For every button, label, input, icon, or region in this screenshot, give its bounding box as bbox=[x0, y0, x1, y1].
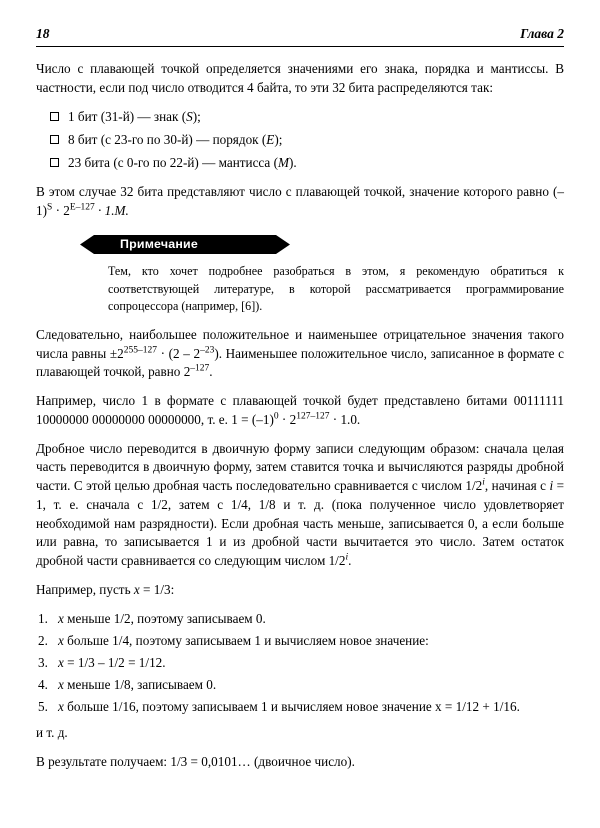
bullet-text-post: ); bbox=[274, 132, 283, 148]
note-text: Тем, кто хочет подробнее разобраться в этом, я рекомендую обратиться к соответствующей литературе, в которой рассматривается программирование сопроцессора (например, [6]). bbox=[108, 264, 564, 314]
square-bullet-icon bbox=[50, 112, 59, 121]
variable-i: i bbox=[549, 478, 554, 494]
page-header bbox=[36, 26, 564, 46]
text-run: . bbox=[348, 553, 352, 568]
text-run: · (2 – 2 bbox=[156, 345, 201, 361]
list-item bbox=[50, 130, 564, 150]
bullet-text-italic: S bbox=[186, 109, 193, 125]
exponent-127-127: 127–127 bbox=[296, 411, 330, 422]
exponent-i: i bbox=[482, 477, 485, 488]
list-item bbox=[58, 631, 564, 651]
square-bullet-icon bbox=[50, 135, 59, 144]
paragraph-fraction-method bbox=[36, 440, 564, 571]
list-item bbox=[58, 609, 564, 629]
variable-x: x bbox=[58, 698, 64, 714]
bullet-text-pre: 23 бита (с 0-го по 22-й) — мантисса ( bbox=[68, 155, 278, 171]
exponent-zero: 0 bbox=[273, 411, 279, 422]
text-run: Дробное число переводится в двоичную форму записи следующим образом: сначала целая часть переводится в двоичную форму, затем ставится точка и вычисляются разряды дробной части. С этой целью дробная часть последовательно сравнивается с числом 1/2 bbox=[36, 440, 564, 494]
list-item bbox=[58, 675, 564, 695]
exponent-e-127: E–127 bbox=[69, 202, 95, 213]
bullet-text-italic: E bbox=[266, 132, 275, 148]
paragraph-range bbox=[36, 326, 564, 382]
exponent-255-127: 255–127 bbox=[123, 345, 157, 356]
exponent-minus-23: –23 bbox=[200, 345, 215, 356]
exponent-minus-127: –127 bbox=[190, 364, 210, 374]
paragraph-float-formula bbox=[36, 183, 564, 220]
text-run: = 1/3: bbox=[139, 581, 175, 597]
bullet-text-pre: 8 бит (с 23-го по 30-й) — порядок ( bbox=[68, 132, 267, 148]
step-text: больше 1/16, поэтому записываем 1 и вычисляем новое значение x = 1/12 + 1/16. bbox=[63, 698, 520, 714]
variable-x: x bbox=[58, 676, 64, 692]
header-divider bbox=[36, 46, 564, 47]
step-text: меньше 1/8, записываем 0. bbox=[63, 676, 217, 692]
exponent-i-2: i bbox=[345, 552, 349, 563]
paragraph-example-one bbox=[36, 392, 564, 429]
text-run: = 1, т. е. сначала с 1/2, затем с 1/4, 1/8 и т. д. (пока полученное число удовлетворяет необходимой нам разрядности). Если дробная часть меньше, записывается 0, а если больше или равна, то записывается 1 и из дробной части вычитается это число. Затем остаток дробной части сравнивается со следующим числом 1/2 bbox=[36, 478, 565, 568]
paragraph-intro: Число с плавающей точкой определяется значениями его знака, порядка и мантиссы. В частности, если под число отводится 4 байта, то эти 32 бита распределяются так: bbox=[36, 61, 564, 95]
text-run: , начиная с bbox=[484, 478, 550, 494]
text-run-end: · 1.M. bbox=[94, 202, 129, 218]
text-run: . bbox=[209, 364, 213, 380]
text-run: Следовательно, наибольшее положительное и наименьшее отрицательное значения такого числа равны ±2 bbox=[36, 326, 564, 361]
bullet-text-italic: M bbox=[277, 155, 289, 171]
step-text: больше 1/4, поэтому записываем 1 и вычисляем новое значение: bbox=[63, 633, 429, 649]
bullet-text-post: ). bbox=[288, 155, 297, 171]
text-run: В этом случае 32 бита представляют число с плавающей точкой, значение которого равно (–1) bbox=[36, 183, 564, 218]
list-item bbox=[58, 653, 564, 673]
paragraph-example-third bbox=[36, 581, 564, 600]
variable-x: x bbox=[133, 581, 140, 597]
text-run: Например, число 1 в формате с плавающей точкой будет представлено битами 00111111 10000000 00000000 00000000, т. е. 1 = (–1) bbox=[36, 393, 564, 427]
exponent-s: S bbox=[47, 202, 53, 213]
paragraph-etc: и т. д. bbox=[36, 725, 68, 741]
note-banner bbox=[80, 234, 290, 255]
step-text: меньше 1/2, поэтому записываем 0. bbox=[63, 611, 266, 627]
variable-x: x bbox=[58, 611, 64, 627]
list-item bbox=[50, 107, 564, 127]
list-item bbox=[58, 697, 564, 717]
text-run: · 2 bbox=[278, 411, 297, 427]
text-run: · 1.0. bbox=[329, 411, 361, 427]
text-run: · 2 bbox=[52, 202, 70, 218]
bullet-text-post: ); bbox=[192, 109, 201, 125]
list-item bbox=[50, 153, 564, 173]
bit-allocation-list bbox=[36, 107, 564, 172]
step-text: = 1/3 – 1/2 = 1/12. bbox=[63, 655, 166, 671]
steps-list bbox=[36, 609, 564, 716]
note-block bbox=[80, 234, 564, 316]
square-bullet-icon bbox=[50, 158, 59, 167]
note-label: Примечание bbox=[120, 237, 198, 252]
text-run: ). Наименьшее положительное число, записанное в формате с плавающей точкой, равно 2 bbox=[36, 345, 564, 380]
variable-x: x bbox=[58, 655, 64, 671]
chapter-title: Глава 2 bbox=[520, 26, 564, 41]
variable-x: x bbox=[58, 633, 64, 649]
bullet-text-pre: 1 бит (31-й) — знак ( bbox=[68, 109, 187, 125]
paragraph-result: В результате получаем: 1/3 = 0,0101… (двоичное число). bbox=[36, 754, 355, 770]
page-number: 18 bbox=[36, 26, 50, 41]
text-run: Например, пусть bbox=[36, 581, 134, 597]
